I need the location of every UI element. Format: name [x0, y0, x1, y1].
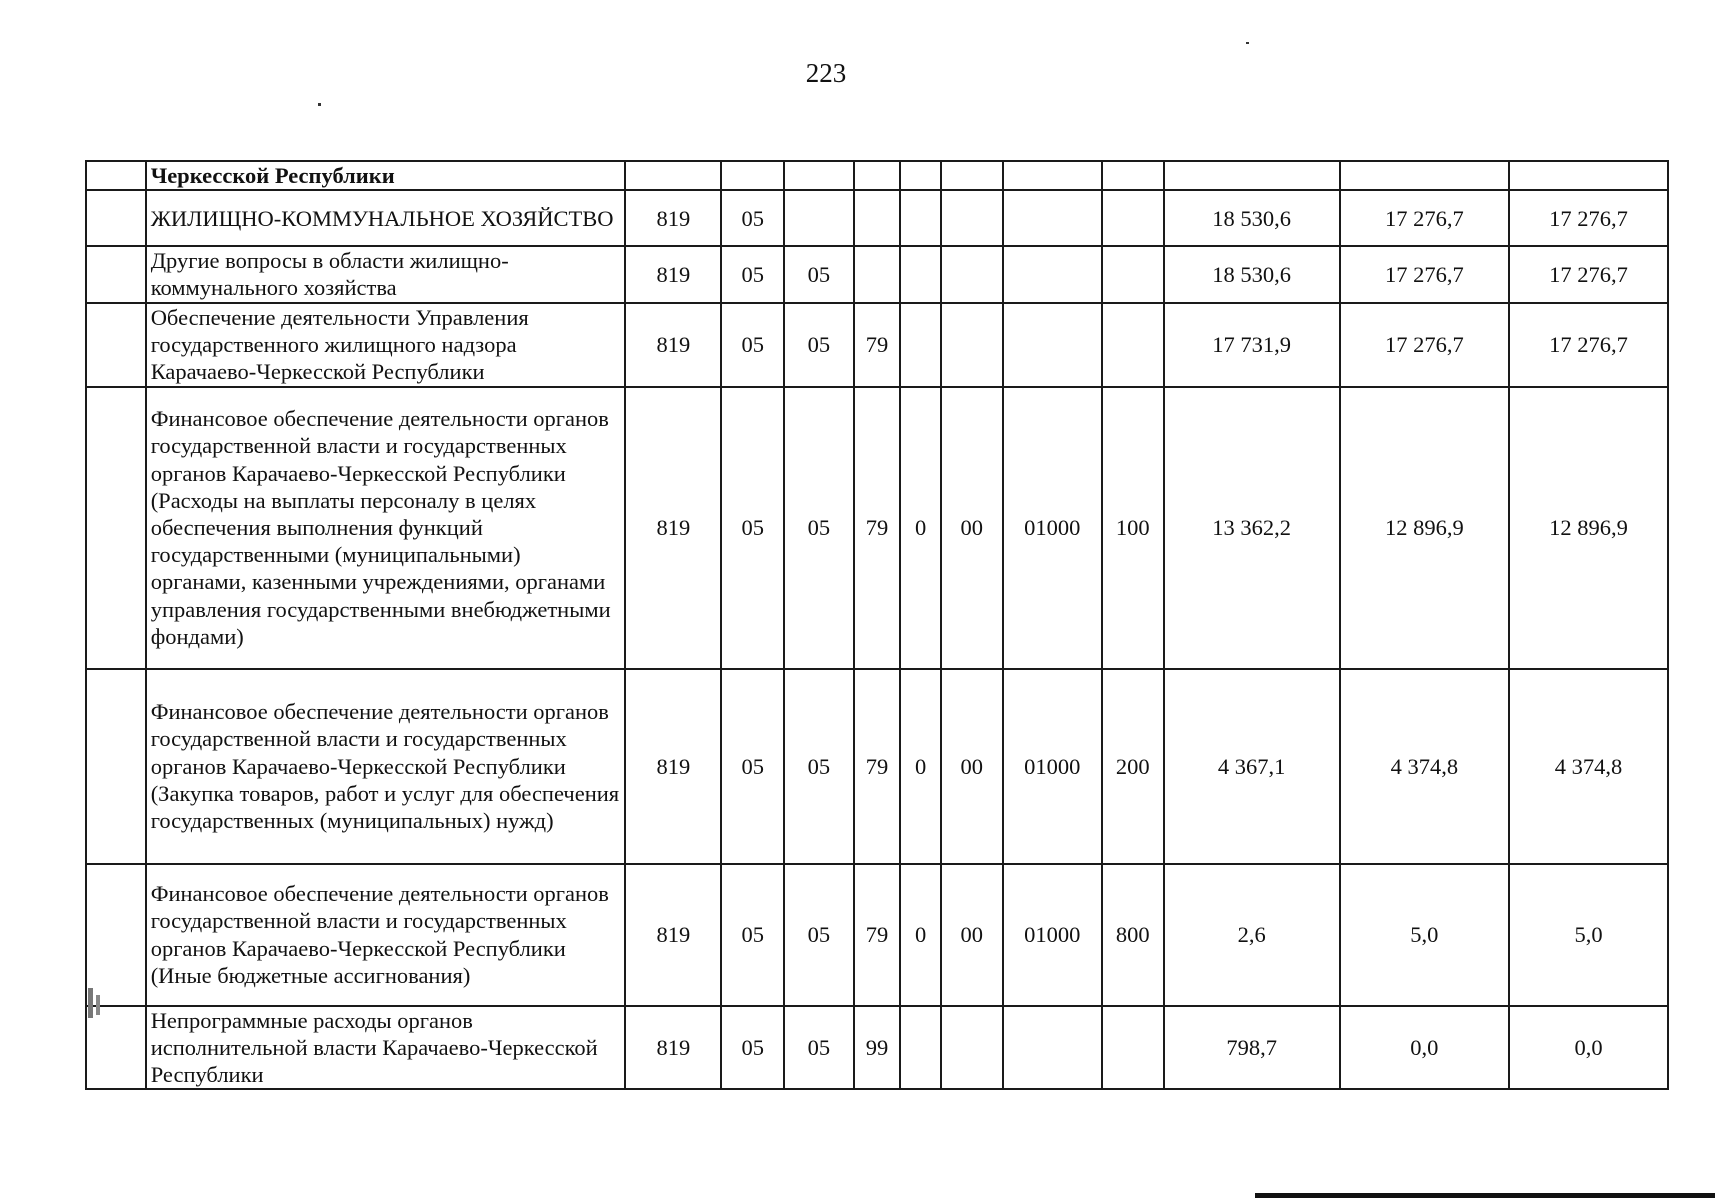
subsection-code-cell [784, 161, 853, 190]
value-year-3-cell: 17 276,7 [1509, 190, 1668, 246]
expense-name-cell: Обеспечение деятельности Управления государственного жилищного надзора Карачаево-Черкесской Республики [146, 303, 626, 387]
subsection-code-cell: 05 [784, 303, 853, 387]
budget-code-cell: 819 [625, 387, 721, 669]
program-code-cell: 79 [854, 864, 901, 1006]
expense-type-code-cell [1102, 161, 1164, 190]
subsection-code-cell: 05 [784, 246, 853, 302]
program-code-cell: 79 [854, 387, 901, 669]
table-row [86, 190, 1668, 246]
section-code-cell: 05 [721, 303, 784, 387]
subprogram-code-cell: 0 [900, 864, 941, 1006]
subprogram-code-cell: 0 [900, 387, 941, 669]
event-code-cell: 00 [941, 387, 1003, 669]
value-year-3-cell: 12 896,9 [1509, 387, 1668, 669]
row-index-cell [86, 864, 146, 1006]
budget-code-cell: 819 [625, 669, 721, 864]
section-code-cell [721, 161, 784, 190]
value-year-3-cell: 0,0 [1509, 1006, 1668, 1090]
subsection-code-cell: 05 [784, 1006, 853, 1090]
table-row [86, 246, 1668, 302]
direction-code-cell: 01000 [1003, 864, 1102, 1006]
table-row [86, 387, 1668, 669]
value-year-2-cell: 17 276,7 [1340, 303, 1510, 387]
expense-type-code-cell: 800 [1102, 864, 1164, 1006]
section-code-cell: 05 [721, 669, 784, 864]
budget-table [85, 160, 1669, 1090]
expense-type-code-cell [1102, 303, 1164, 387]
scan-speck [88, 988, 93, 1018]
expense-type-code-cell: 100 [1102, 387, 1164, 669]
subprogram-code-cell [900, 303, 941, 387]
value-year-3-cell [1509, 161, 1668, 190]
direction-code-cell [1003, 246, 1102, 302]
expense-type-code-cell [1102, 1006, 1164, 1090]
row-index-cell [86, 387, 146, 669]
expense-name-cell: Финансовое обеспечение деятельности органов государственной власти и государственных органов Карачаево-Черкесской Республики (Иные бюджетные ассигнования) [146, 864, 626, 1006]
value-year-2-cell: 4 374,8 [1340, 669, 1510, 864]
value-year-3-cell: 17 276,7 [1509, 303, 1668, 387]
expense-name-cell: Непрограммные расходы органов исполнительной власти Карачаево-Черкесской Республики [146, 1006, 626, 1090]
section-code-cell: 05 [721, 1006, 784, 1090]
direction-code-cell [1003, 190, 1102, 246]
value-year-2-cell [1340, 161, 1510, 190]
table-row [86, 864, 1668, 1006]
table-row [86, 161, 1668, 190]
row-index-cell [86, 190, 146, 246]
value-year-3-cell: 17 276,7 [1509, 246, 1668, 302]
row-index-cell [86, 1006, 146, 1090]
value-year-2-cell: 5,0 [1340, 864, 1510, 1006]
budget-code-cell: 819 [625, 190, 721, 246]
program-code-cell [854, 190, 901, 246]
subsection-code-cell: 05 [784, 864, 853, 1006]
expense-name-cell: Другие вопросы в области жилищно-коммунального хозяйства [146, 246, 626, 302]
budget-code-cell [625, 161, 721, 190]
budget-code-cell: 819 [625, 1006, 721, 1090]
event-code-cell [941, 190, 1003, 246]
section-code-cell: 05 [721, 387, 784, 669]
value-year-1-cell: 18 530,6 [1164, 190, 1340, 246]
scan-speck [96, 995, 100, 1015]
budget-code-cell: 819 [625, 246, 721, 302]
scan-speck [1246, 42, 1249, 44]
value-year-1-cell: 4 367,1 [1164, 669, 1340, 864]
expense-name-cell: Финансовое обеспечение деятельности органов государственной власти и государственных органов Карачаево-Черкесской Республики (Закупка товаров, работ и услуг для обеспечения государственных (муниципальных) нужд) [146, 669, 626, 864]
subprogram-code-cell [900, 1006, 941, 1090]
subsection-code-cell: 05 [784, 669, 853, 864]
section-code-cell: 05 [721, 246, 784, 302]
value-year-1-cell: 798,7 [1164, 1006, 1340, 1090]
event-code-cell: 00 [941, 864, 1003, 1006]
scan-speck [318, 103, 321, 106]
value-year-2-cell: 12 896,9 [1340, 387, 1510, 669]
program-code-cell: 99 [854, 1006, 901, 1090]
value-year-3-cell: 5,0 [1509, 864, 1668, 1006]
expense-name-cell: ЖИЛИЩНО-КОММУНАЛЬНОЕ ХОЗЯЙСТВО [146, 190, 626, 246]
event-code-cell [941, 303, 1003, 387]
program-code-cell [854, 161, 901, 190]
direction-code-cell: 01000 [1003, 387, 1102, 669]
page-number: 223 [805, 58, 847, 88]
value-year-2-cell: 17 276,7 [1340, 190, 1510, 246]
budget-code-cell: 819 [625, 864, 721, 1006]
program-code-cell: 79 [854, 669, 901, 864]
table-row [86, 303, 1668, 387]
event-code-cell [941, 246, 1003, 302]
table-row [86, 1006, 1668, 1090]
row-index-cell [86, 669, 146, 864]
program-code-cell: 79 [854, 303, 901, 387]
value-year-1-cell: 2,6 [1164, 864, 1340, 1006]
subprogram-code-cell [900, 161, 941, 190]
direction-code-cell [1003, 1006, 1102, 1090]
value-year-3-cell: 4 374,8 [1509, 669, 1668, 864]
table-row [86, 669, 1668, 864]
event-code-cell: 00 [941, 669, 1003, 864]
event-code-cell [941, 1006, 1003, 1090]
expense-name-cell: Финансовое обеспечение деятельности органов государственной власти и государственных органов Карачаево-Черкесской Республики (Расходы на выплаты персоналу в целях обеспечения выполнения функций государственными (муниципальными) органами, казенными учреждениями, органами управления государственными внебюджетными фондами) [146, 387, 626, 669]
budget-code-cell: 819 [625, 303, 721, 387]
expense-type-code-cell [1102, 246, 1164, 302]
row-index-cell [86, 303, 146, 387]
event-code-cell [941, 161, 1003, 190]
value-year-1-cell [1164, 161, 1340, 190]
expense-type-code-cell: 200 [1102, 669, 1164, 864]
bottom-rule [1255, 1193, 1715, 1198]
value-year-1-cell: 17 731,9 [1164, 303, 1340, 387]
expense-type-code-cell [1102, 190, 1164, 246]
subprogram-code-cell: 0 [900, 669, 941, 864]
program-code-cell [854, 246, 901, 302]
section-code-cell: 05 [721, 864, 784, 1006]
value-year-2-cell: 17 276,7 [1340, 246, 1510, 302]
direction-code-cell [1003, 161, 1102, 190]
section-code-cell: 05 [721, 190, 784, 246]
value-year-1-cell: 13 362,2 [1164, 387, 1340, 669]
row-index-cell [86, 246, 146, 302]
value-year-1-cell: 18 530,6 [1164, 246, 1340, 302]
expense-name-cell: Черкесской Республики [146, 161, 626, 190]
value-year-2-cell: 0,0 [1340, 1006, 1510, 1090]
subprogram-code-cell [900, 190, 941, 246]
direction-code-cell: 01000 [1003, 669, 1102, 864]
subsection-code-cell [784, 190, 853, 246]
row-index-cell [86, 161, 146, 190]
direction-code-cell [1003, 303, 1102, 387]
subprogram-code-cell [900, 246, 941, 302]
subsection-code-cell: 05 [784, 387, 853, 669]
